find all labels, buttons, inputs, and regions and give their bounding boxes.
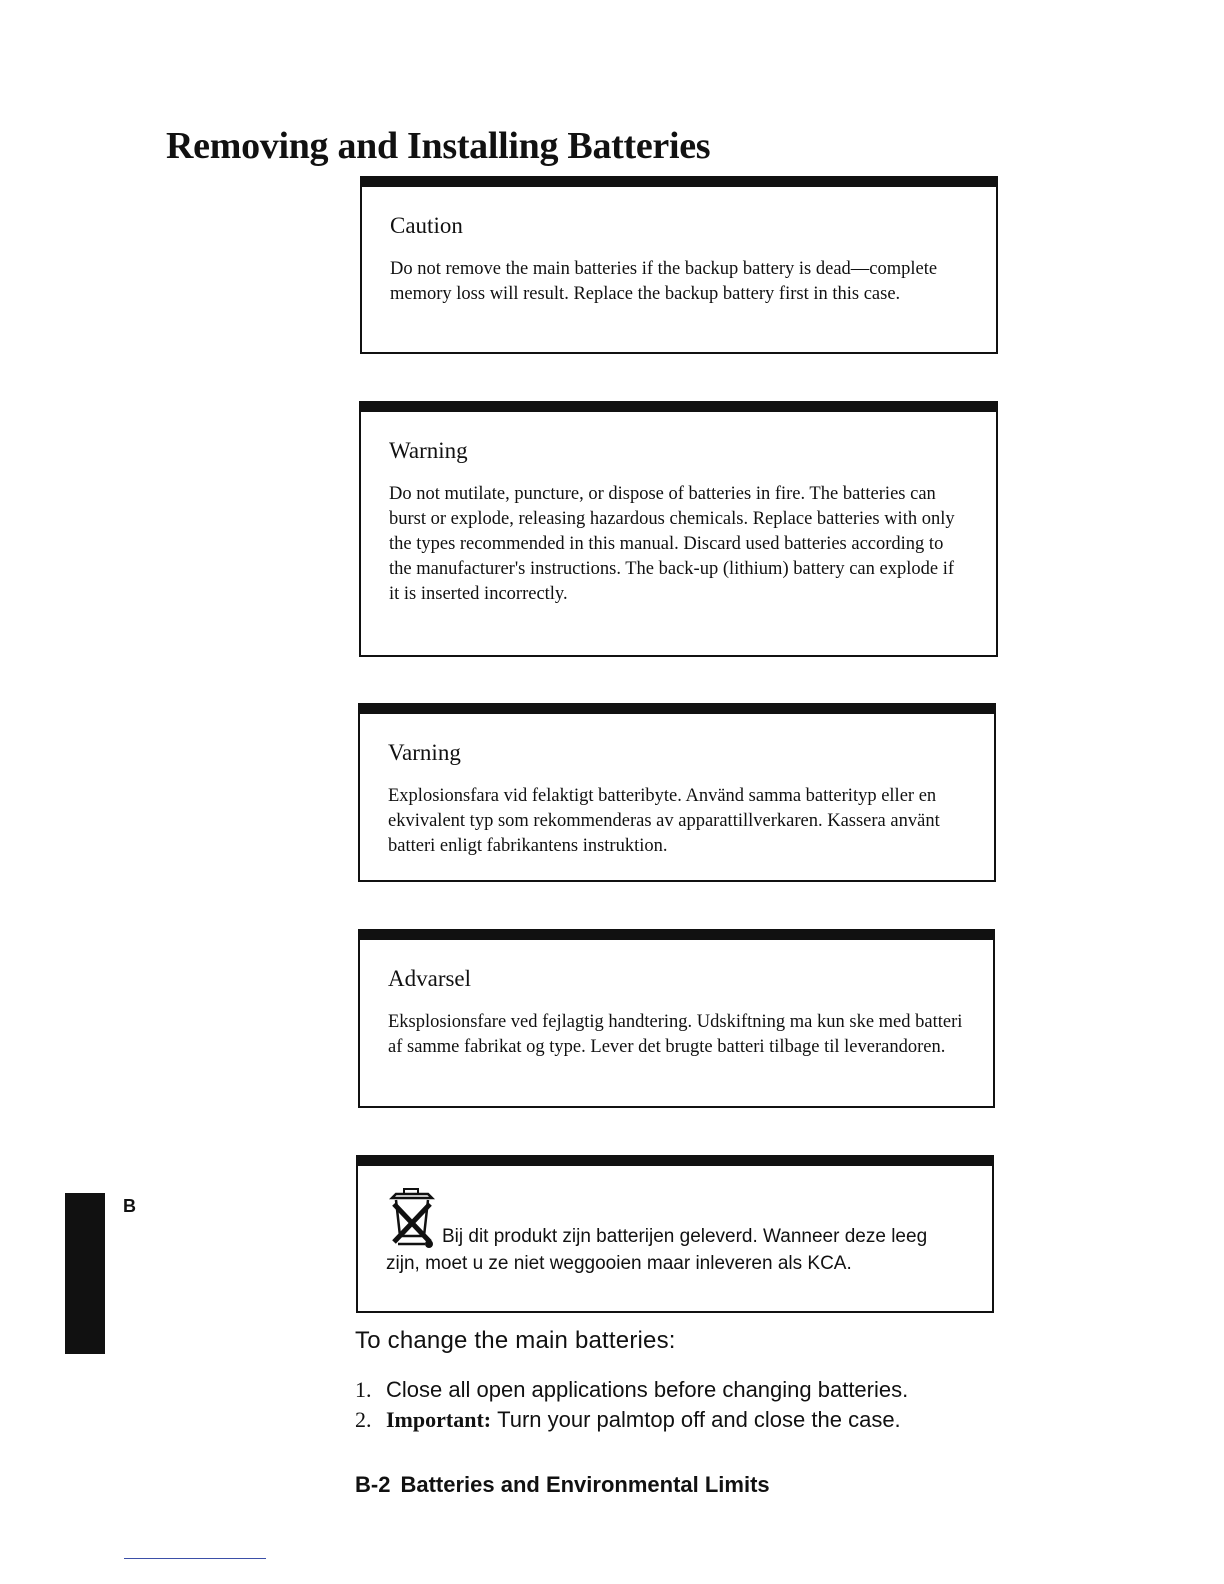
advarsel-notice bbox=[358, 929, 995, 1108]
footer-chapter-title: Batteries and Environmental Limits bbox=[400, 1472, 770, 1497]
warning-notice bbox=[359, 401, 998, 657]
chapter-letter: B bbox=[123, 1196, 136, 1216]
kca-notice bbox=[356, 1155, 994, 1313]
crossed-out-bin-icon bbox=[386, 1186, 442, 1250]
step-item bbox=[355, 1375, 908, 1405]
step-text: Close all open applications before changing batteries. bbox=[386, 1377, 909, 1402]
chapter-side-tab bbox=[65, 1193, 105, 1354]
step-number: 2. bbox=[355, 1407, 372, 1432]
step-text: Turn your palmtop off and close the case. bbox=[497, 1407, 901, 1432]
caution-notice bbox=[360, 176, 998, 354]
procedure-steps bbox=[355, 1375, 908, 1435]
warning-heading: Warning bbox=[389, 438, 468, 463]
footer-rule bbox=[124, 1558, 266, 1559]
varning-notice bbox=[358, 703, 996, 882]
caution-heading: Caution bbox=[390, 213, 463, 238]
warning-body: Do not mutilate, puncture, or dispose of batteries in fire. The batteries can burst or explode, releasing hazardous chemicals. Replace batteries with only the types recommended in this manual. Discard used batteries according to the manufacturer's instructions. The back-up (lithium) battery can explode if it is inserted incorrectly. bbox=[389, 484, 955, 604]
step-emphasis: Important: bbox=[386, 1407, 492, 1432]
kca-body: Bij dit produkt zijn batterijen geleverd. Wanneer deze leeg zijn, moet u ze niet weggooien maar inleveren als KCA. bbox=[386, 1226, 928, 1274]
kca-text bbox=[386, 1186, 964, 1277]
varning-body: Explosionsfara vid felaktigt batteribyte. Använd samma batterityp eller en ekvivalent typ som rekommenderas av apparattillverkaren. Kassera använt batteri enligt fabrikantens instruktion. bbox=[388, 786, 940, 856]
footer-page-code: B-2 bbox=[355, 1472, 391, 1497]
step-item bbox=[355, 1405, 908, 1435]
caution-body: Do not remove the main batteries if the backup battery is dead—complete memory loss will result. Replace the backup battery first in this case. bbox=[390, 259, 938, 304]
page-footer bbox=[355, 1472, 770, 1498]
advarsel-heading: Advarsel bbox=[388, 966, 472, 991]
varning-heading: Varning bbox=[388, 740, 461, 765]
procedure-heading: To change the main batteries: bbox=[355, 1327, 676, 1354]
page-title: Removing and Installing Batteries bbox=[166, 125, 711, 167]
step-number: 1. bbox=[355, 1377, 372, 1402]
advarsel-body: Eksplosionsfare ved fejlagtig handtering. Udskiftning ma kun ske med batteri af samme fabrikat og type. Lever det brugte batteri tilbage til leverandoren. bbox=[388, 1012, 963, 1057]
